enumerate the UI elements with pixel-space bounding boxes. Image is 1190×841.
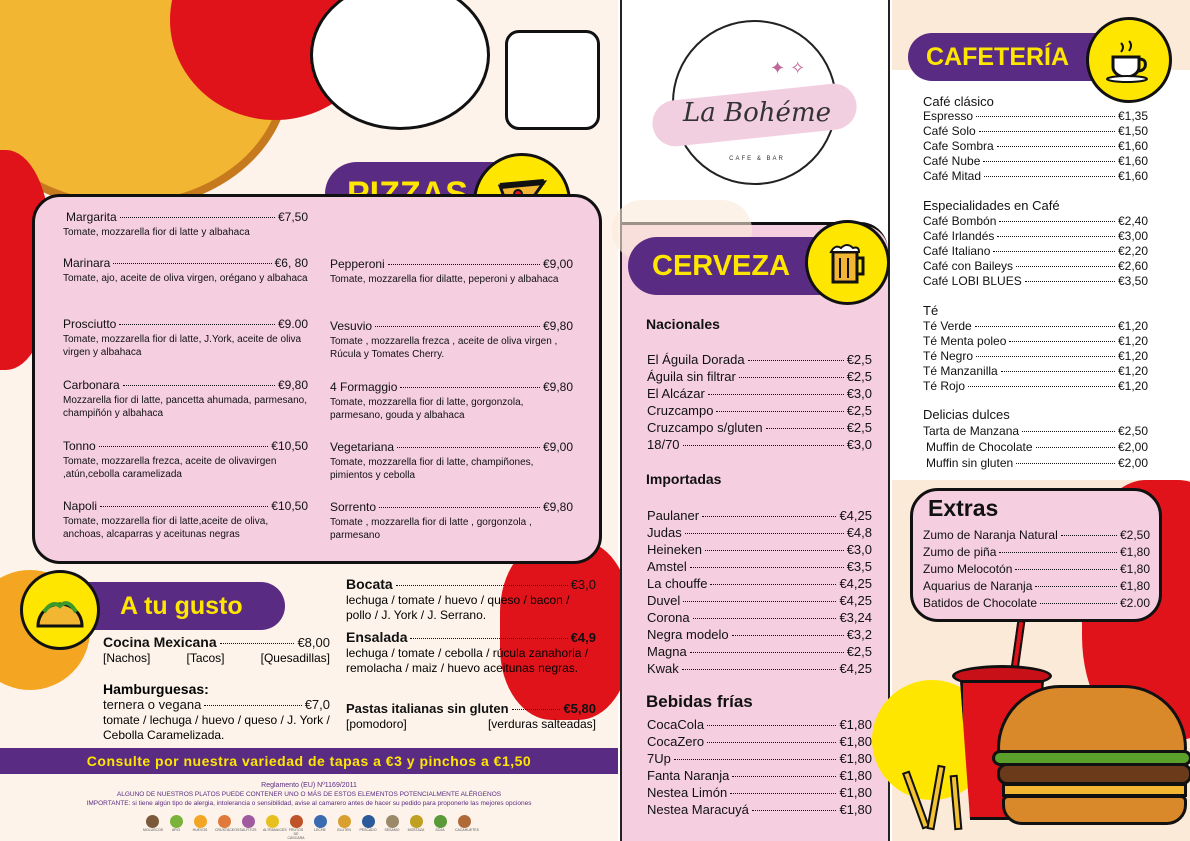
allergen-icon: CACAHUETES — [455, 815, 473, 840]
beer-row: El Alcázar €3,0 — [647, 386, 872, 401]
logo-name: La Bohéme — [683, 98, 831, 128]
allergen-icon: MOLUSCOS — [143, 815, 161, 840]
allergen-icon: GLUTEN — [335, 815, 353, 840]
te-row: Té Menta poleo €1,20 — [923, 334, 1148, 348]
hamb-desc: tomate / lechuga / huevo / queso / J. York / Cebolla Caramelizada. — [103, 713, 330, 742]
dulce-row: Tarta de Manzana €2,50 — [923, 424, 1148, 438]
allergen-icons — [143, 815, 479, 840]
allergen-icon: HUEVOS — [191, 815, 209, 840]
sparkle-icon: ✦ ✧ — [770, 58, 806, 78]
drink-row: 7Up €1,80 — [647, 751, 872, 766]
cafe-row: Café Italiano €2,20 — [923, 244, 1148, 258]
pizza-name: Sorrento — [330, 500, 377, 514]
te-row: Té Verde €1,20 — [923, 319, 1148, 333]
mexicana-price: €8,00 — [297, 635, 330, 650]
allergen-icon: SULFITOS — [239, 815, 257, 840]
cafe-row: Café Nube €1,60 — [923, 154, 1148, 168]
pizza-price: €7,50 — [277, 210, 308, 224]
extra-row: Zumo de piña €1,80 — [923, 545, 1150, 559]
hamb-name: ternera o vegana — [103, 697, 202, 712]
nacionales-title: Nacionales — [646, 316, 720, 332]
drink-row: Nestea Limón €1,80 — [647, 785, 872, 800]
bocata-desc: lechuga / tomate / huevo / queso / bacon / pollo / J. York / J. Serrano. — [346, 593, 570, 622]
beer-row: Duvel €4,25 — [647, 593, 872, 608]
pizza-price: €10,50 — [271, 499, 308, 513]
option-pomodoro: [pomodoro] — [346, 717, 407, 731]
pizza-desc: Tomate, mozzarella fior di latte, gorgonzola, parmesano, gouda y albahaca — [330, 397, 524, 421]
cafe-row: Café Irlandés €3,00 — [923, 229, 1148, 243]
pizza-desc: Tomate , mozzarella frezca , aceite de oliva virgen , Rúcula y Tomates Cherry. — [330, 336, 558, 360]
bebidas-frias-title: Bebidas frías — [646, 692, 753, 711]
pizza-sketch-illustration — [310, 0, 490, 130]
drink-row: Nestea Maracuyá €1,80 — [647, 802, 872, 817]
reglamento-text: Reglamento (EU) Nº1169/2011 — [261, 782, 357, 789]
pizza-item — [330, 257, 573, 319]
beer-mug-icon — [805, 220, 890, 305]
beer-row: Águila sin filtrar €2,5 — [647, 369, 872, 384]
beer-row: Paulaner €4,25 — [647, 508, 872, 523]
beer-row: Cruzcampo €2,5 — [647, 403, 872, 418]
importadas-list — [647, 508, 872, 678]
extra-row: Batidos de Chocolate €2.00 — [923, 596, 1150, 610]
pizza-item — [330, 440, 573, 500]
burger-illustration — [997, 685, 1190, 841]
cafe-row: Café LOBI BLUES €3,50 — [923, 274, 1148, 288]
beer-row: Amstel €3,5 — [647, 559, 872, 574]
pizza-item — [63, 256, 308, 317]
pizza-price: €9,80 — [542, 500, 573, 514]
dulce-row: Muffin sin gluten €2,00 — [926, 456, 1148, 470]
pizza-desc: Mozzarella fior di latte, pancetta ahumada, parmesano, champiñón y albahaca — [63, 395, 308, 419]
mexicana-options — [103, 651, 330, 681]
allergen-icon: LECHE — [311, 815, 329, 840]
pizza-price: €9,00 — [542, 440, 573, 454]
nacionales-list — [647, 352, 872, 454]
ensalada-name: Ensalada — [346, 629, 408, 645]
cafeteria-title-label: CAFETERÍA — [908, 33, 1108, 81]
allergen-icon: SÉSAMO — [383, 815, 401, 840]
cafe-clasico-title: Café clásico — [923, 94, 994, 109]
pizza-desc: Tomate, mozzarella fior di latte, J.York, aceite de oliva virgen y albahaca — [63, 334, 302, 358]
te-row: Té Negro €1,20 — [923, 349, 1148, 363]
gusto-right-col — [346, 576, 596, 731]
coffee-cup-icon — [1086, 17, 1172, 103]
pizza-price: €9.00 — [277, 317, 308, 331]
cafe-row: Café Mitad €1,60 — [923, 169, 1148, 183]
cafe-row: Café Bombón €2,40 — [923, 214, 1148, 228]
cafe-row: Café con Baileys €2,60 — [923, 259, 1148, 273]
pizza-price: €6, 80 — [274, 256, 308, 270]
cafe-clasico-list — [923, 109, 1148, 184]
drink-row: Fanta Naranja €1,80 — [647, 768, 872, 783]
allergen-icon: APIO — [167, 815, 185, 840]
extras-list — [923, 528, 1150, 613]
allergen-warning: ALGUNO DE NUESTROS PLATOS PUEDE CONTENER UNO O MÁS DE ESTOS ELEMENTOS POTENCIALMENTE ALÉRGENOS — [116, 791, 502, 798]
pizza-name: Tonno — [63, 439, 96, 453]
beer-row: Magna €2,5 — [647, 644, 872, 659]
cerveza-title-label: CERVEZA — [628, 237, 828, 295]
pizza-item — [63, 439, 308, 499]
te-list — [923, 319, 1148, 394]
pizza-name: Marinara — [63, 256, 111, 270]
pizza-name: Vesuvio — [330, 319, 373, 333]
pizza-item — [63, 499, 308, 549]
drink-row: CocaCola €1,80 — [647, 717, 872, 732]
beer-sketch-illustration — [505, 30, 600, 130]
pizza-desc: Tomate , mozzarella fior di latte , gorgonzola , parmesano — [330, 517, 532, 541]
pizza-desc: Tomate, mozzarella frezca, aceite de olivavirgen ,atún,cebolla caramelizada — [63, 456, 277, 480]
pizza-item — [330, 380, 573, 440]
dulce-row: Muffin de Chocolate €2,00 — [926, 440, 1148, 454]
drinks-panel — [620, 0, 890, 841]
pizza-name: Margarita — [66, 210, 117, 224]
te-title: Té — [923, 303, 939, 318]
pizza-price: €9,00 — [542, 257, 573, 271]
legal-block — [0, 781, 618, 808]
cafe-panel — [892, 0, 1190, 841]
option-verduras: [verduras salteadas] — [487, 717, 596, 731]
allergen-icon: CRUSTÁCEOS — [215, 815, 233, 840]
pastas-price: €5,80 — [563, 701, 596, 716]
cafe-row: Cafe Sombra €1,60 — [923, 139, 1148, 153]
cafe-row: Espresso €1,35 — [923, 109, 1148, 123]
gusto-title-label: A tu gusto — [60, 582, 285, 630]
pizza-list-left — [63, 210, 308, 549]
tapas-banner: Consulte por nuestra variedad de tapas a €3 y pinchos a €1,50 — [0, 748, 618, 774]
pizza-price: €9,80 — [542, 319, 573, 333]
option-tacos: [Tacos] — [186, 651, 225, 665]
hamburguesas-title: Hamburguesas: — [103, 681, 209, 697]
allergen-icon: ALTRAMUCES — [263, 815, 281, 840]
extra-row: Zumo de Naranja Natural €2,50 — [923, 528, 1150, 542]
pizza-item — [330, 500, 573, 550]
beer-row: Negra modelo €3,2 — [647, 627, 872, 642]
pizza-desc: Tomate, mozzarella fior di latte,aceite de oliva, anchoas, alcaparras y aceitunas negras — [63, 516, 269, 540]
ensalada-desc: lechuga / tomate / cebolla / rúcula zanahoria / remolacha / maiz / huevo aceitunas negras. — [346, 646, 589, 675]
taco-icon — [20, 570, 100, 650]
beer-row: Kwak €4,25 — [647, 661, 872, 676]
frias-list — [647, 717, 872, 819]
dulces-title: Delicias dulces — [923, 407, 1010, 422]
pastas-name: Pastas italianas sin gluten — [346, 701, 509, 716]
beer-row: 18/70 €3,0 — [647, 437, 872, 452]
te-row: Té Manzanilla €1,20 — [923, 364, 1148, 378]
gusto-left-col — [103, 634, 330, 743]
extra-row: Zumo Melocotón €1,80 — [923, 562, 1150, 576]
pizza-price: €9,80 — [542, 380, 573, 394]
logo-tagline: CAFE & BAR — [729, 156, 785, 162]
option-nachos: [Nachos] — [103, 651, 151, 665]
beer-row: Heineken €3,0 — [647, 542, 872, 557]
allergen-icon: FRUTOS DE CÁSCARA — [287, 815, 305, 840]
extra-row: Aquarius de Naranja €1,80 — [923, 579, 1150, 593]
te-row: Té Rojo €1,20 — [923, 379, 1148, 393]
pastas-options — [346, 717, 596, 731]
dulces-list — [923, 424, 1148, 472]
pizza-item — [63, 210, 308, 256]
allergen-icon: MOSTAZA — [407, 815, 425, 840]
cafe-especial-list — [923, 214, 1148, 289]
beer-row: Cruzcampo s/gluten €2,5 — [647, 420, 872, 435]
pizza-item — [63, 317, 308, 378]
pizza-name: Carbonara — [63, 378, 120, 392]
pizza-name: Prosciutto — [63, 317, 117, 331]
mexicana-name: Cocina Mexicana — [103, 634, 217, 650]
cafe-especial-title: Especialidades en Café — [923, 198, 1060, 213]
importadas-title: Importadas — [646, 471, 722, 487]
pizza-price: €10,50 — [271, 439, 308, 453]
option-quesadillas: [Quesadillas] — [260, 651, 330, 665]
pizza-name: Vegetariana — [330, 440, 395, 454]
allergen-important: IMPORTANTE: si tiene algún tipo de alergia, intolerancia o sensibilidad, avise al camarero antes de hacer su pedido para proponerle las mejores opciones — [86, 800, 532, 807]
pizza-desc: Tomate, mozzarella fior di latte y albahaca — [63, 227, 250, 238]
bocata-name: Bocata — [346, 576, 393, 592]
pizza-name: 4 Formaggio — [330, 380, 398, 394]
bocata-price: €3,0 — [570, 577, 596, 592]
fries-illustration — [902, 760, 982, 840]
pizza-desc: Tomate, mozzarella fior di latte, champiñones, pimientos y cebolla — [330, 457, 534, 481]
cafe-row: Café Solo €1,50 — [923, 124, 1148, 138]
pizza-price: €9,80 — [277, 378, 308, 392]
logo-area — [622, 0, 888, 222]
pizza-desc: Tomate, ajo, aceite de oliva virgen, orégano y albahaca — [63, 273, 308, 284]
hamb-price: €7,0 — [304, 697, 330, 712]
pizza-desc: Tomate, mozzarella fior dilatte, peperoni y albahaca — [330, 274, 559, 285]
pizza-item — [63, 378, 308, 439]
allergen-icon: PESCADO — [359, 815, 377, 840]
beer-row: La chouffe €4,25 — [647, 576, 872, 591]
beer-row: El Águila Dorada €2,5 — [647, 352, 872, 367]
pizza-item — [330, 319, 573, 380]
beer-row: Judas €4,8 — [647, 525, 872, 540]
drink-row: CocaZero €1,80 — [647, 734, 872, 749]
beer-row: Corona €3,24 — [647, 610, 872, 625]
pizza-name: Pepperoni — [330, 257, 385, 271]
allergen-icon: SOJA — [431, 815, 449, 840]
pizza-list-right — [330, 257, 573, 550]
pizza-name: Napoli — [63, 499, 98, 513]
ensalada-price: €4,9 — [570, 630, 596, 645]
extras-title: Extras — [928, 495, 999, 521]
